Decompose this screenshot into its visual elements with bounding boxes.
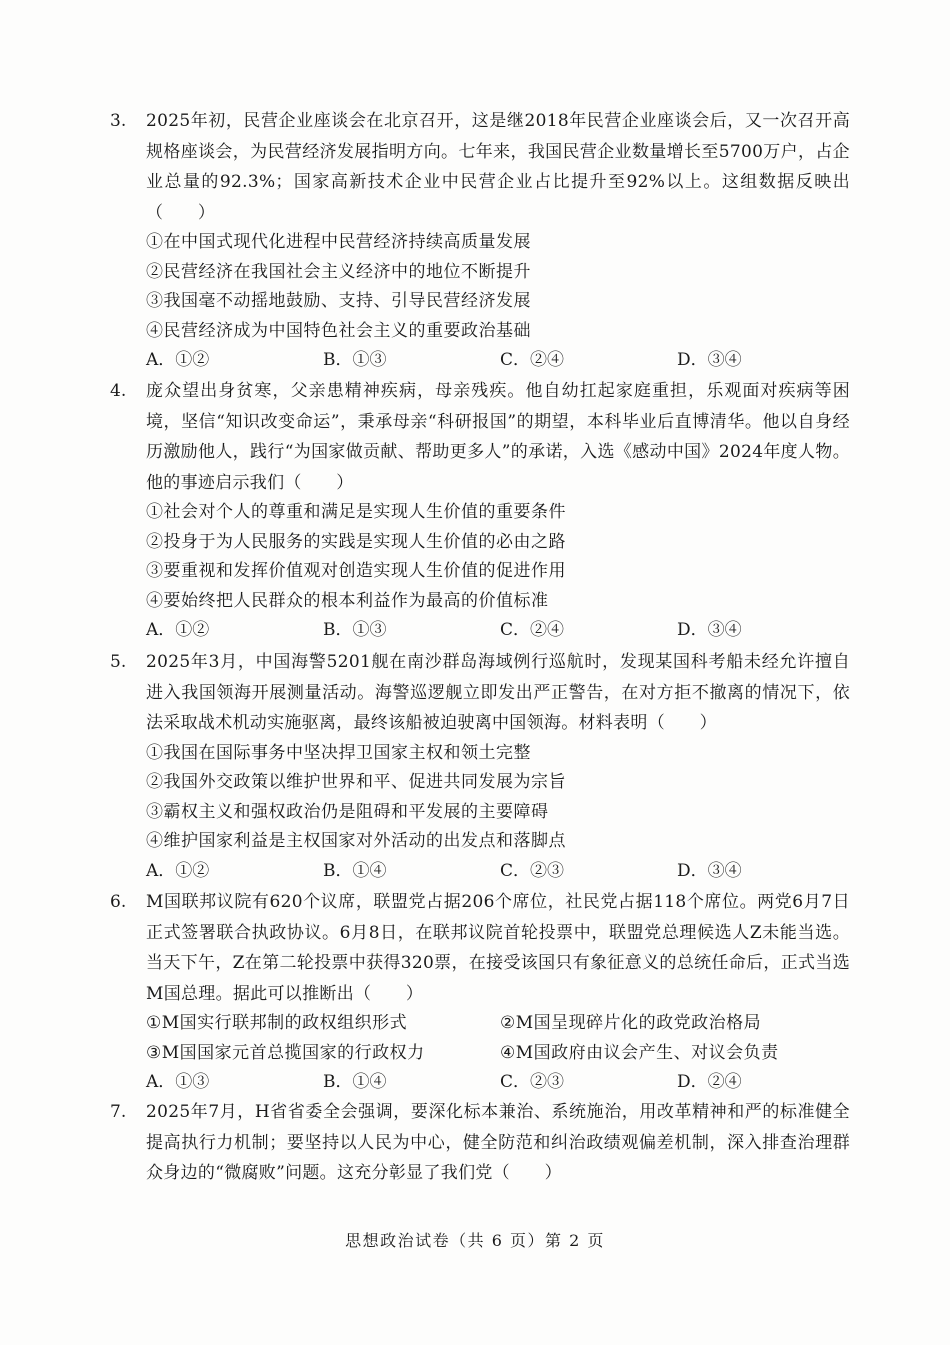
- statement-4: ④要始终把人民群众的根本利益作为最高的价值标准: [146, 590, 549, 611]
- page-footer: 思想政治试卷（共 6 页）第 2 页: [345, 1231, 605, 1250]
- choice-d: D．③④: [677, 350, 742, 370]
- choice-d: D．②④: [677, 1072, 742, 1092]
- question-number: 6.: [110, 892, 127, 912]
- question-body: [146, 647, 850, 886]
- question-stem: 2025年3月，中国海警5201舰在南沙群岛海域例行巡航时，发现某国科考船未经允许擅自进入我国领海开展测量活动。海警巡逻舰立即发出严正警告，在对方拒不撤离的情况下，依法采取战术机动实施驱离，最终该船被迫驶离中国领海。材料表明（ ）: [146, 652, 850, 733]
- question-number: 7.: [110, 1102, 127, 1122]
- choice-c: C．②④: [500, 350, 565, 370]
- statement-4: ④M国政府由议会产生、对议会负责: [500, 1042, 779, 1063]
- choice-a: A．①②: [146, 350, 210, 370]
- question-body: [146, 106, 850, 376]
- statement-2: ②投身于为人民服务的实践是实现人生价值的必由之路: [146, 531, 566, 552]
- choice-b: B．①④: [323, 860, 387, 881]
- question-stem: 2025年初，民营企业座谈会在北京召开，这是继2018年民营企业座谈会后，又一次召开高规格座谈会，为民营经济发展指明方向。七年来，我国民营企业数量增长至5700万户，占企业总量的92.3%；国家高新技术企业中民营企业占比提升至92%以上。这组数据反映出（ ）: [146, 111, 850, 223]
- statement-1: ①我国在国际事务中坚决捍卫国家主权和领土完整: [146, 742, 531, 763]
- statement-grid: [146, 1009, 850, 1068]
- question-5: [110, 647, 850, 886]
- question-number: 4.: [110, 381, 127, 401]
- question-number: 3.: [110, 111, 127, 131]
- question-body: [146, 1097, 850, 1189]
- question-3: [110, 106, 850, 376]
- question-number: 5.: [110, 652, 127, 672]
- statement-3: ③我国毫不动摇地鼓励、支持、引导民营经济发展: [146, 291, 531, 311]
- statement-2: ②我国外交政策以维护世界和平、促进共同发展为宗旨: [146, 772, 566, 792]
- answer-choices: [146, 857, 850, 887]
- question-stem: 庞众望出身贫寒，父亲患精神疾病，母亲残疾。他自幼扛起家庭重担，乐观面对疾病等困境，坚信“知识改变命运”，秉承母亲“科研报国”的期望，本科毕业后直博清华。他以自身经历激励他人，践行“为国家做贡献、帮助更多人”的承诺，入选《感动中国》2024年度人物。他的事迹启示我们（ ）: [146, 381, 850, 493]
- choice-c: C．②③: [500, 860, 565, 881]
- statement-3: ③M国国家元首总揽国家的行政权力: [146, 1042, 425, 1063]
- question-body: [146, 887, 850, 1098]
- choice-c: C．②④: [500, 620, 565, 640]
- answer-choices: [146, 616, 850, 646]
- statement-1: ①社会对个人的尊重和满足是实现人生价值的重要条件: [146, 502, 566, 522]
- statement-2: ②民营经济在我国社会主义经济中的地位不断提升: [146, 261, 531, 282]
- question-6: [110, 887, 850, 1098]
- choice-b: B．①③: [323, 620, 387, 640]
- statement-3: ③要重视和发挥价值观对创造实现人生价值的促进作用: [146, 561, 566, 581]
- choice-a: A．①②: [146, 860, 210, 881]
- choice-b: B．①④: [323, 1072, 387, 1092]
- question-stem: M国联邦议院有620个议席，联盟党占据206个席位，社民党占据118个席位。两党6月7日正式签署联合执政协议。6月8日，在联邦议院首轮投票中，联盟党总理候选人Z未能当选。当天下午，Z在第二轮投票中获得320票，在接受该国只有象征意义的总统任命后，正式当选M国总理。据此可以推断出（ ）: [146, 892, 850, 1004]
- choice-c: C．②③: [500, 1072, 565, 1092]
- question-stem: 2025年7月，H省省委全会强调，要深化标本兼治、系统施治，用改革精神和严的标准健全提高执行力机制；要坚持以人民为中心，健全防范和纠治政绩观偏差机制，深入排查治理群众身边的“微腐败”问题。这充分彰显了我们党（ ）: [146, 1102, 850, 1183]
- choice-b: B．①③: [323, 350, 387, 370]
- statement-3: ③霸权主义和强权政治仍是阻碍和平发展的主要障碍: [146, 801, 549, 822]
- question-4: [110, 376, 850, 646]
- choice-a: A．①③: [146, 1072, 210, 1092]
- statement-4: ④维护国家利益是主权国家对外活动的出发点和落脚点: [146, 831, 566, 851]
- statement-1: ①M国实行联邦制的政权组织形式: [146, 1013, 408, 1033]
- choice-a: A．①②: [146, 620, 210, 640]
- answer-choices: [146, 1068, 850, 1098]
- statement-1: ①在中国式现代化进程中民营经济持续高质量发展: [146, 232, 531, 252]
- question-body: [146, 376, 850, 646]
- statement-4: ④民营经济成为中国特色社会主义的重要政治基础: [146, 320, 531, 341]
- choice-d: D．③④: [677, 620, 742, 640]
- answer-choices: [146, 346, 850, 376]
- question-7: [110, 1097, 850, 1189]
- statement-2: ②M国呈现碎片化的政党政治格局: [500, 1013, 762, 1033]
- choice-d: D．③④: [677, 860, 742, 881]
